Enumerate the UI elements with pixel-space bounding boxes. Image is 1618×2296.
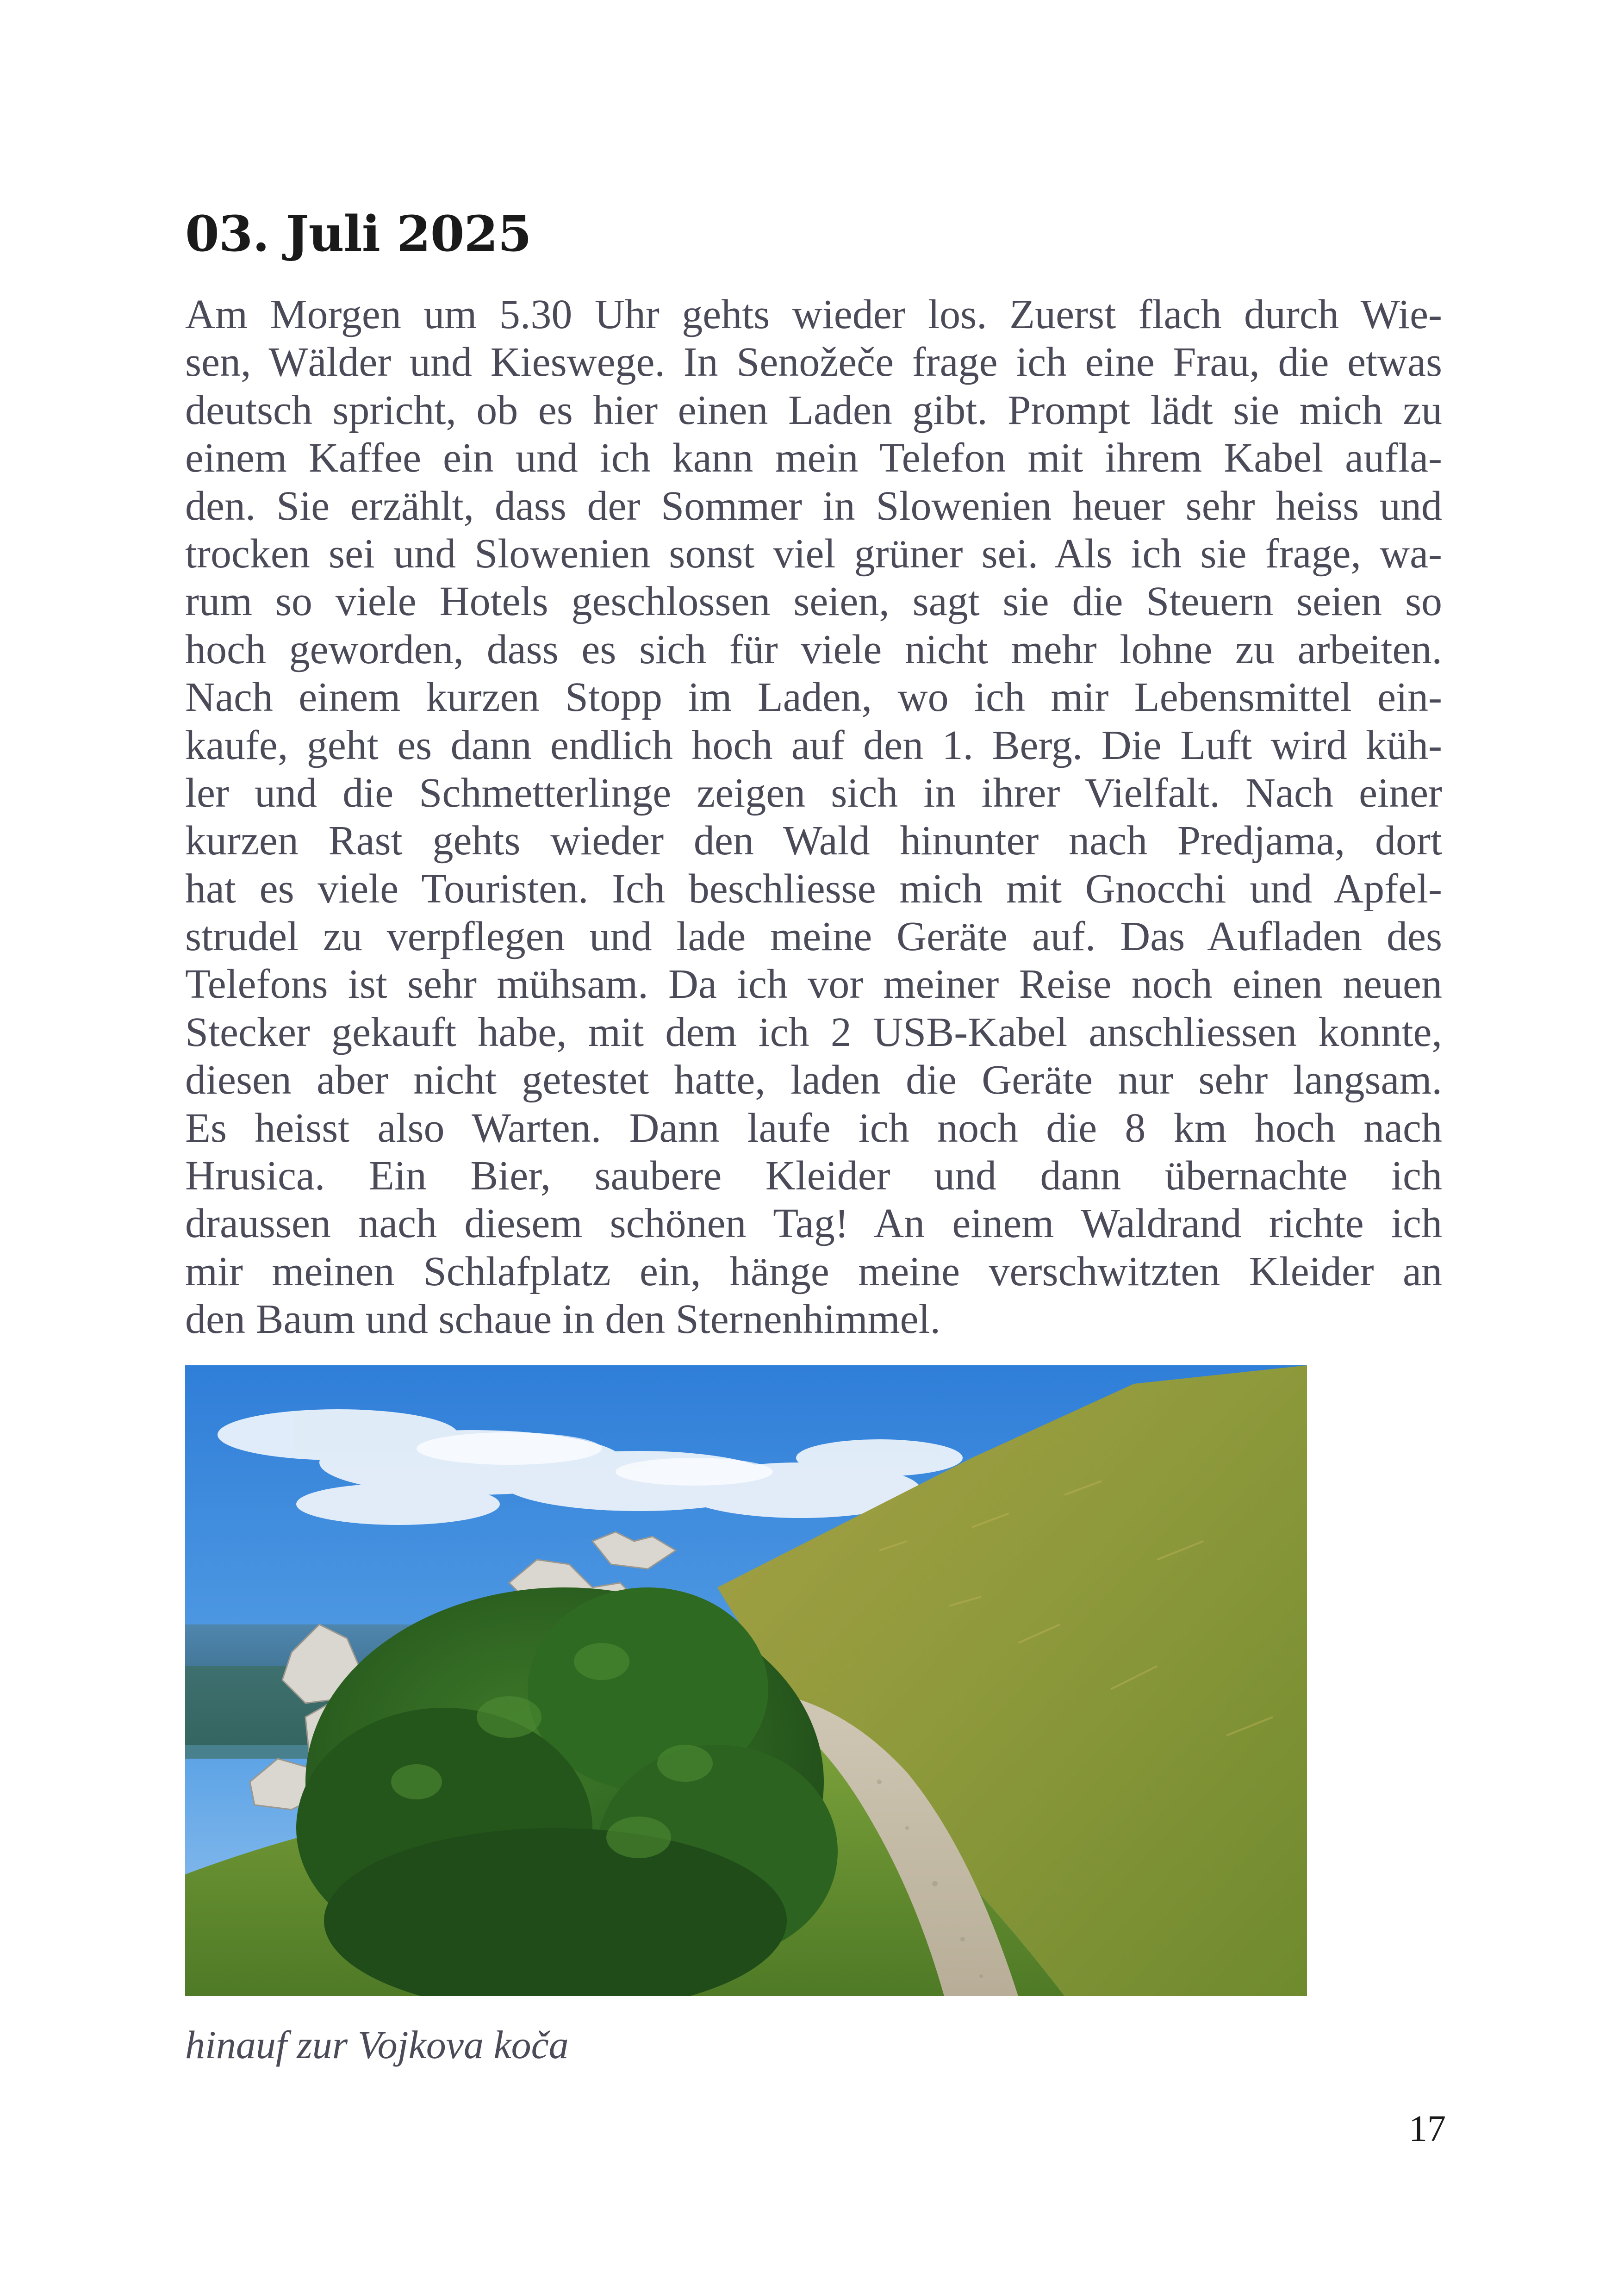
body-line: Telefons ist sehr mühsam. Da ich vor meiner Reise noch einen neuen [185, 961, 1442, 1008]
body-line: hat es viele Touristen. Ich beschliesse mich mit Gnocchi und Apfel- [185, 865, 1442, 912]
page-number: 17 [1409, 2109, 1446, 2149]
body-line: Nach einem kurzen Stopp im Laden, wo ich mir Lebensmittel ein- [185, 674, 1442, 721]
body-line: kurzen Rast gehts wieder den Wald hinunter nach Predjama, dort [185, 818, 1442, 864]
body-line: trocken sei und Slowenien sonst viel grüner sei. Als ich sie frage, wa- [185, 530, 1442, 577]
body-line: Stecker gekauft habe, mit dem ich 2 USB-Kabel anschliessen konnte, [185, 1009, 1442, 1055]
body-text [185, 291, 1442, 1344]
landscape-photo [185, 1365, 1307, 1996]
body-line: Es heisst also Warten. Dann laufe ich noch die 8 km hoch nach [185, 1105, 1442, 1151]
body-line: rum so viele Hotels geschlossen seien, sagt sie die Steuern seien so [185, 579, 1442, 625]
body-line: Hrusica. Ein Bier, saubere Kleider und dann übernachte ich [185, 1153, 1442, 1199]
body-line: ler und die Schmetterlinge zeigen sich in ihrer Vielfalt. Nach einer [185, 770, 1442, 816]
photo-caption: hinauf zur Vojkova koča [185, 2022, 569, 2067]
body-line: einem Kaffee ein und ich kann mein Telefon mit ihrem Kabel aufla- [185, 435, 1442, 481]
body-line: mir meinen Schlafplatz ein, hänge meine verschwitzten Kleider an [185, 1248, 1442, 1294]
page-title: 03. Juli 2025 [185, 205, 531, 262]
body-line: sen, Wälder und Kieswege. In Senožeče frage ich eine Frau, die etwas [185, 339, 1442, 386]
body-line: deutsch spricht, ob es hier einen Laden gibt. Prompt lädt sie mich zu [185, 387, 1442, 433]
body-line: den. Sie erzählt, dass der Sommer in Slowenien heuer sehr heiss und [185, 483, 1442, 529]
body-line: kaufe, geht es dann endlich hoch auf den 1. Berg. Die Luft wird küh- [185, 722, 1442, 768]
body-line: Am Morgen um 5.30 Uhr gehts wieder los. Zuerst flach durch Wie- [185, 292, 1442, 337]
body-line: diesen aber nicht getestet hatte, laden die Geräte nur sehr langsam. [185, 1057, 1442, 1103]
body-line: draussen nach diesem schönen Tag! An einem Waldrand richte ich [185, 1201, 1442, 1247]
body-line: hoch geworden, dass es sich für viele nicht mehr lohne zu arbeiten. [185, 626, 1442, 672]
body-line: strudel zu verpflegen und lade meine Geräte auf. Das Aufladen des [185, 914, 1442, 960]
body-line: den Baum und schaue in den Sternenhimmel. [185, 1296, 941, 1343]
